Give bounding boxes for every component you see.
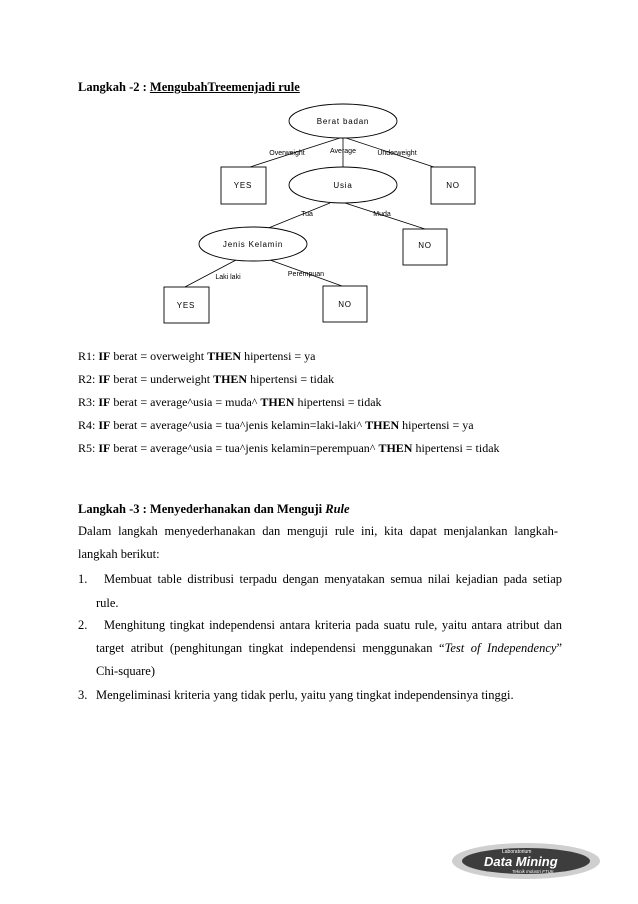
rule-result: hipertensi = ya <box>399 418 474 432</box>
edge-label-underweight: Underweight <box>377 150 417 157</box>
section-2-title: MengubahTreemenjadi rule <box>149 80 300 94</box>
rule-id: R5: <box>78 441 99 455</box>
rule-r4 <box>78 418 474 433</box>
step-1-line-1: Membuat table distribusi terpadu dengan menyatakan semua nilai kejadian pada setiap <box>104 572 562 586</box>
intro-line-2: langkah berikut: <box>78 547 160 561</box>
rule-result: hipertensi = tidak <box>412 441 500 455</box>
section-3-prefix: Langkah -3 : Menyederhanakan dan Menguji <box>78 502 326 516</box>
decision-tree-diagram <box>0 0 638 340</box>
label-no-muda: NO <box>418 241 432 250</box>
rule-then-keyword: THEN <box>260 395 295 409</box>
rule-r2 <box>78 372 334 387</box>
step-2-line-2 <box>96 639 562 658</box>
step-2-line-2-text: target atribut (penghitungan tingkat independensi menggunakan “ <box>96 641 445 655</box>
rule-if-keyword: IF <box>98 441 111 455</box>
rule-if-keyword: IF <box>98 349 111 363</box>
label-jenis-kelamin: Jenis Kelamin <box>222 240 284 249</box>
rule-condition: berat = underweight <box>110 372 214 386</box>
rule-if-keyword: IF <box>98 372 111 386</box>
rule-condition: berat = average^usia = muda^ <box>110 395 261 409</box>
edge-label-laki: Laki laki <box>215 274 241 281</box>
rule-result: hipertensi = tidak <box>247 372 335 386</box>
rule-condition: berat = overweight <box>110 349 208 363</box>
step-2-close-quote: ” <box>556 641 562 655</box>
rule-id: R4: <box>78 418 99 432</box>
rule-then-keyword: THEN <box>213 372 248 386</box>
rule-condition: berat = average^usia = tua^jenis kelamin=perempuan^ <box>110 441 379 455</box>
edge-label-perempuan: Perempuan <box>287 271 325 278</box>
logo-sub-text: Teknik Industri FTUII <box>512 869 554 874</box>
rule-condition: berat = average^usia = tua^jenis kelamin=laki-laki^ <box>110 418 366 432</box>
edge-label-average: Average <box>330 148 356 155</box>
step-2-line-1: Menghitung tingkat independensi antara kriteria pada suatu rule, yaitu antara atribut dan <box>104 618 562 632</box>
label-yes-laki: YES <box>176 301 196 310</box>
label-berat-badan: Berat badan <box>316 117 370 126</box>
edge-label-overweight: Overweight <box>269 150 305 157</box>
rule-if-keyword: IF <box>98 395 111 409</box>
step-2-number: 2. <box>78 618 88 632</box>
label-usia: Usia <box>333 181 353 190</box>
logo-small-text: Laboratorium <box>502 849 532 855</box>
logo-main-text: Data Mining <box>484 854 558 869</box>
label-yes-overweight: YES <box>233 181 253 190</box>
rule-id: R2: <box>78 372 99 386</box>
rule-r3 <box>78 395 382 410</box>
step-1-line-2: rule. <box>96 596 119 610</box>
step-2-line-3: Chi-square) <box>96 664 156 678</box>
step-1-number: 1. <box>78 572 88 586</box>
rule-id: R3: <box>78 395 99 409</box>
label-no-perempuan: NO <box>338 300 352 309</box>
rule-r1 <box>78 349 316 364</box>
rule-then-keyword: THEN <box>365 418 400 432</box>
edge-usia-jenis <box>266 203 330 229</box>
rule-then-keyword: THEN <box>207 349 242 363</box>
intro-line-1: Dalam langkah menyederhanakan dan menguji rule ini, kita dapat menjalankan langkah- <box>78 524 558 538</box>
step-2-italic-term: Test of Independency <box>444 641 557 655</box>
edge-label-muda: Muda <box>373 211 391 218</box>
rule-result: hipertensi = tidak <box>294 395 382 409</box>
rule-id: R1: <box>78 349 99 363</box>
edge-label-tua: Tua <box>301 211 313 218</box>
label-no-underweight: NO <box>446 181 460 190</box>
section-3-italic: Rule <box>325 502 350 516</box>
rule-result: hipertensi = ya <box>241 349 316 363</box>
step-3-line-1: Mengeliminasi kriteria yang tidak perlu, yaitu yang tingkat independensinya tinggi. <box>96 688 514 702</box>
section-2-prefix: Langkah -2 : <box>78 80 150 94</box>
rule-if-keyword: IF <box>98 418 111 432</box>
rule-r5 <box>78 441 500 456</box>
rule-then-keyword: THEN <box>378 441 413 455</box>
step-3-number: 3. <box>78 688 88 702</box>
section-3-heading <box>78 502 350 517</box>
data-mining-lab-logo <box>450 838 608 884</box>
